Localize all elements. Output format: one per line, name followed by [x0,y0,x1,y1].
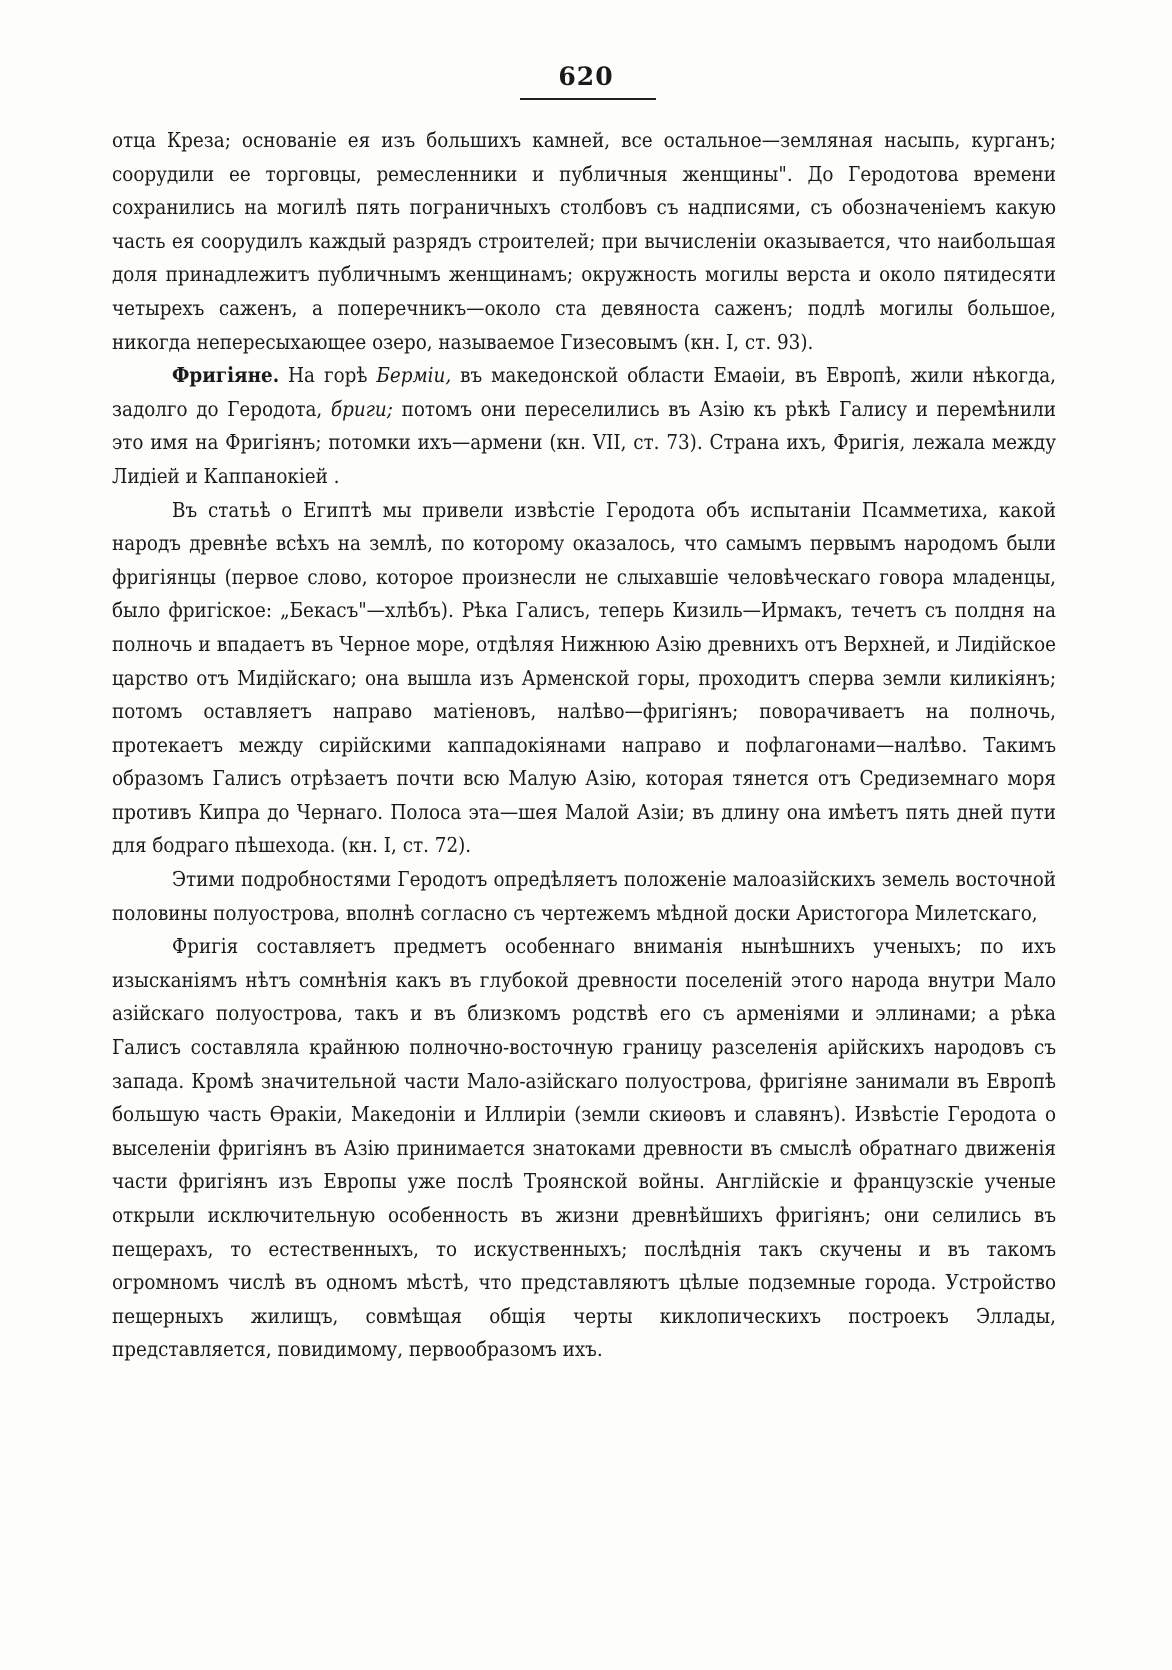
page-number: 620 [558,62,614,91]
italic-term-brigi: бриги; [330,396,393,421]
paragraph-text-part: На горѣ [279,363,377,388]
italic-term-bermii: Берміи, [376,363,452,388]
page-number-rule [520,98,656,100]
paragraph-text-part: потомъ они переселились въ Азію къ рѣкѣ Галису и перемѣнили это имя на Фригіянъ; потомки ихъ—армени (кн. VII, ст. 73). Страна ихъ, Фригія, лежала между Лидіей и Каппанокіей . [112,396,1056,488]
paragraph-3: Въ статьѣ о Египтѣ мы привели извѣстіе Геродота объ испытаніи Псамметиха, какой народъ древнѣе всѣхъ на землѣ, по которому оказалось, что самымъ первымъ народомъ были фригіянцы (первое слово, которое произнесли не слыхавшіе человѣческаго говора младенцы, было фригіское: „Бекасъ"—хлѣбъ). Рѣка Галисъ, теперь Кизиль—Ирмакъ, течетъ съ полдня на полночь и впадаетъ въ Черное море, отдѣляя Нижнюю Азію древнихъ отъ Верхней, и Лидійское царство отъ Мидійскаго; она вышла изъ Арменской горы, проходитъ сперва земли киликіянъ; потомъ оставляетъ направо матіеновъ, налѣво—фригіянъ; поворачиваетъ на полночь, протекаетъ между сирійскими каппадокіянами направо и пофлагонами—налѣво. Такимъ образомъ Галисъ отрѣзаетъ почти всю Малую Азію, которая тянется отъ Средиземнаго моря противъ Кипра до Чернаго. Полоса эта—шея Малой Азіи; въ длину она имѣетъ пять дней пути для бодраго пѣшехода. (кн. I, ст. 72). [112,497,1056,858]
paragraph-4: Этими подробностями Геродотъ опредѣляетъ положеніе малоазійскихъ земель восточной половины полуострова, вполнѣ согласно съ чертежемъ мѣдной доски Аристогора Милетскаго, [112,867,1056,925]
paragraph-lead-term: Фригіяне. [172,363,280,388]
paragraph-5: Фригія составляетъ предметъ особеннаго вниманія нынѣшнихъ ученыхъ; по ихъ изысканіямъ нѣтъ сомнѣнія какъ въ глубокой древности поселеній этого народа внутри Мало азійскаго полуострова, такъ и въ близкомъ родствѣ его съ арменіями и эллинами; а рѣка Галисъ составляла крайнюю полночно-восточную границу разселенія арійскихъ народовъ съ запада. Кромѣ значительной части Мало-азійскаго полуострова, фригіяне занимали въ Европѣ большую часть Ѳракіи, Македоніи и Иллиріи (земли скиѳовъ и славянъ). Извѣстіе Геродота о выселеніи фригіянъ въ Азію принимается знатоками древности въ смыслѣ обратнаго движенія части фригіянъ изъ Европы уже послѣ Троянской войны. Англійскіе и французскіе ученые открыли исключительную особенность въ жизни древнѣйшихъ фригіянъ; они селились въ пещерахъ, то естественныхъ, то искуственныхъ; послѣднія такъ скучены и въ такомъ огромномъ числѣ въ одномъ мѣстѣ, что представляютъ цѣлые подземные города. Устройство пещерныхъ жилищъ, совмѣщая общія черты киклопическихъ построекъ Эллады, представляется, повидимому, первообразомъ ихъ. [112,934,1056,1362]
paragraph-text-part: въ македонской области Емаѳіи, въ Европѣ, жили нѣкогда, задолго до Геродота, [112,363,1056,421]
paragraph-phrygians [112,359,1056,493]
body-text [112,124,1056,1367]
paragraph-1: отца Креза; основаніе ея изъ большихъ камней, все остальное—земляная насыпь, курганъ; соорудили ее торговцы, ремесленники и публичныя женщины". До Геродотова времени сохранились на могилѣ пять пограничныхъ столбовъ съ надписями, съ обозначеніемъ какую часть ея соорудилъ каждый разрядъ строителей; при вычисленіи оказывается, что наибольшая доля принадлежитъ публичнымъ женщинамъ; окружность могилы верста и около пятидесяти четырехъ саженъ, а поперечникъ—около ста девяноста саженъ; подлѣ могилы большое, никогда непересыхающее озеро, называемое Гизесовымъ (кн. I, ст. 93). [112,128,1056,354]
